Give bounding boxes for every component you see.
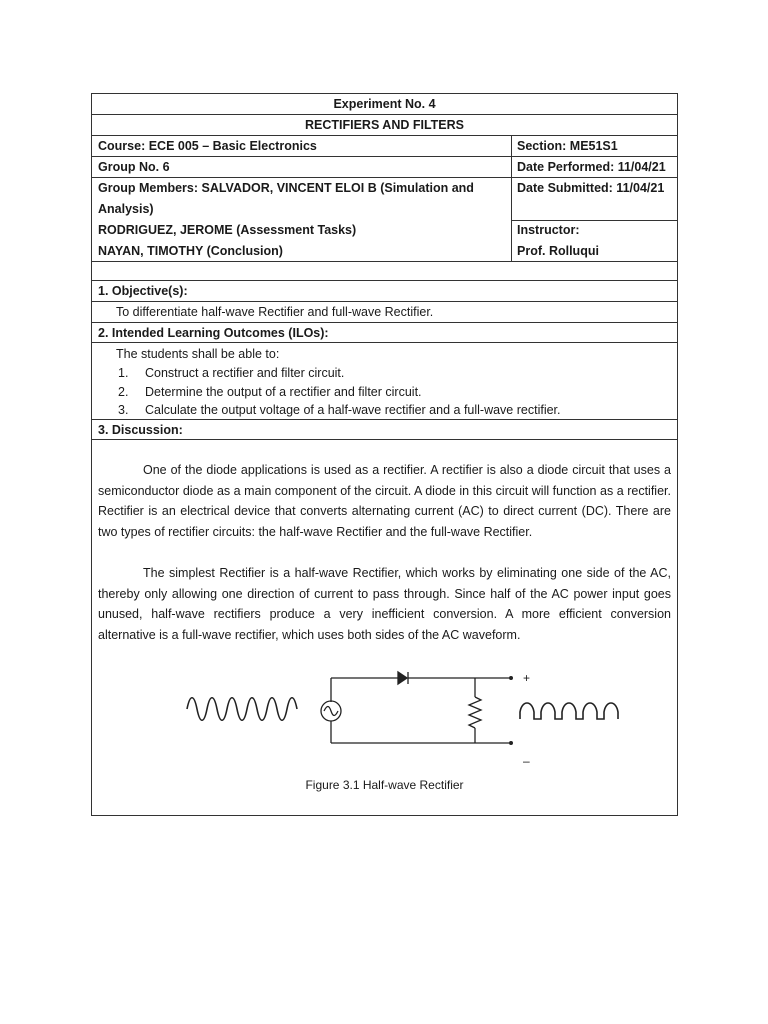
instructor-cell [517, 220, 673, 261]
ilo-item-number: 1. [118, 366, 129, 380]
rectified-output-waveform [520, 703, 618, 719]
ilo-item-number: 3. [118, 403, 129, 417]
objective-text: To differentiate half-wave Rectifier and full-wave Rectifier. [116, 305, 434, 319]
group-number: Group No. 6 [98, 160, 170, 174]
discussion-paragraph-2: The simplest Rectifier is a half-wave Rectifier, which works by eliminating one side of the AC, thereby only allowing one direction of current to pass through. Since half of the AC power input goes unused, half-wave rectifiers produce a very inefficient conversion. A more efficient conversion alternative is a full-wave rectifier, which uses both sides of the AC waveform. [98, 566, 671, 642]
instructor-row [92, 220, 677, 262]
members-row [92, 178, 677, 220]
positive-terminal-label: + [523, 671, 531, 685]
experiment-number: Experiment No. 4 [333, 97, 436, 111]
ilo-item-text: Calculate the output voltage of a half-wave rectifier and a full-wave rectifier. [145, 403, 561, 417]
instructor-label: Instructor: [517, 223, 580, 237]
objective-heading: 1. Objective(s): [98, 284, 188, 298]
title-row [92, 115, 677, 136]
ilo-heading-row [92, 323, 677, 343]
lab-report-table [91, 93, 678, 816]
discussion-heading-row [92, 420, 677, 440]
figure-caption: Figure 3.1 Half-wave Rectifier [305, 778, 464, 792]
list-item [118, 401, 561, 420]
ilo-item-number: 2. [118, 385, 129, 399]
column-divider [511, 136, 512, 262]
circuit-diagram [321, 672, 509, 743]
resistor-symbol [469, 697, 481, 728]
group-members-line1: Group Members: SALVADOR, VINCENT ELOI B (Simulation and [98, 181, 474, 195]
list-item [118, 364, 344, 383]
objective-heading-row [92, 281, 677, 302]
ilo-item-text: Determine the output of a rectifier and filter circuit. [145, 385, 422, 399]
group-row [92, 157, 677, 178]
list-item [118, 383, 422, 402]
instructor-name: Prof. Rolluqui [517, 243, 599, 258]
members-cell-2 [98, 220, 508, 261]
negative-terminal-label: – [523, 754, 530, 768]
discussion-paragraph-1: One of the diode applications is used as a rectifier. A rectifier is also a diode circuit that uses a semiconductor diode as a main component of the circuit. A diode in this circuit will function as a rectifier. Rectifier is an electrical device that converts alternating current (AC) to direct current (DC). There are two types of rectifier circuits: the half-wave Rectifier and the full-wave Rectifier. [98, 463, 671, 539]
ac-input-waveform [187, 698, 297, 721]
ilo-item-text: Construct a rectifier and filter circuit. [145, 366, 345, 380]
date-performed: Date Performed: 11/04/21 [517, 160, 666, 174]
ilo-body-row [92, 343, 677, 420]
members-cell [98, 178, 508, 220]
section-label: Section: ME51S1 [517, 139, 618, 153]
group-member-2: RODRIGUEZ, JEROME (Assessment Tasks) [98, 223, 357, 237]
diode-symbol [398, 672, 407, 684]
experiment-title: RECTIFIERS AND FILTERS [304, 118, 465, 132]
spacer-row [92, 262, 677, 281]
discussion-heading: 3. Discussion: [98, 423, 183, 437]
date-submitted: Date Submitted: 11/04/21 [517, 181, 665, 195]
course-label: Course: ECE 005 – Basic Electronics [98, 139, 317, 153]
ilo-intro: The students shall be able to: [116, 347, 280, 361]
ilo-heading: 2. Intended Learning Outcomes (ILOs): [98, 326, 329, 340]
group-members-line2: Analysis) [98, 201, 154, 216]
experiment-row [92, 94, 677, 115]
course-row [92, 136, 677, 157]
objective-text-row [92, 302, 677, 323]
group-member-3: NAYAN, TIMOTHY (Conclusion) [98, 243, 283, 258]
